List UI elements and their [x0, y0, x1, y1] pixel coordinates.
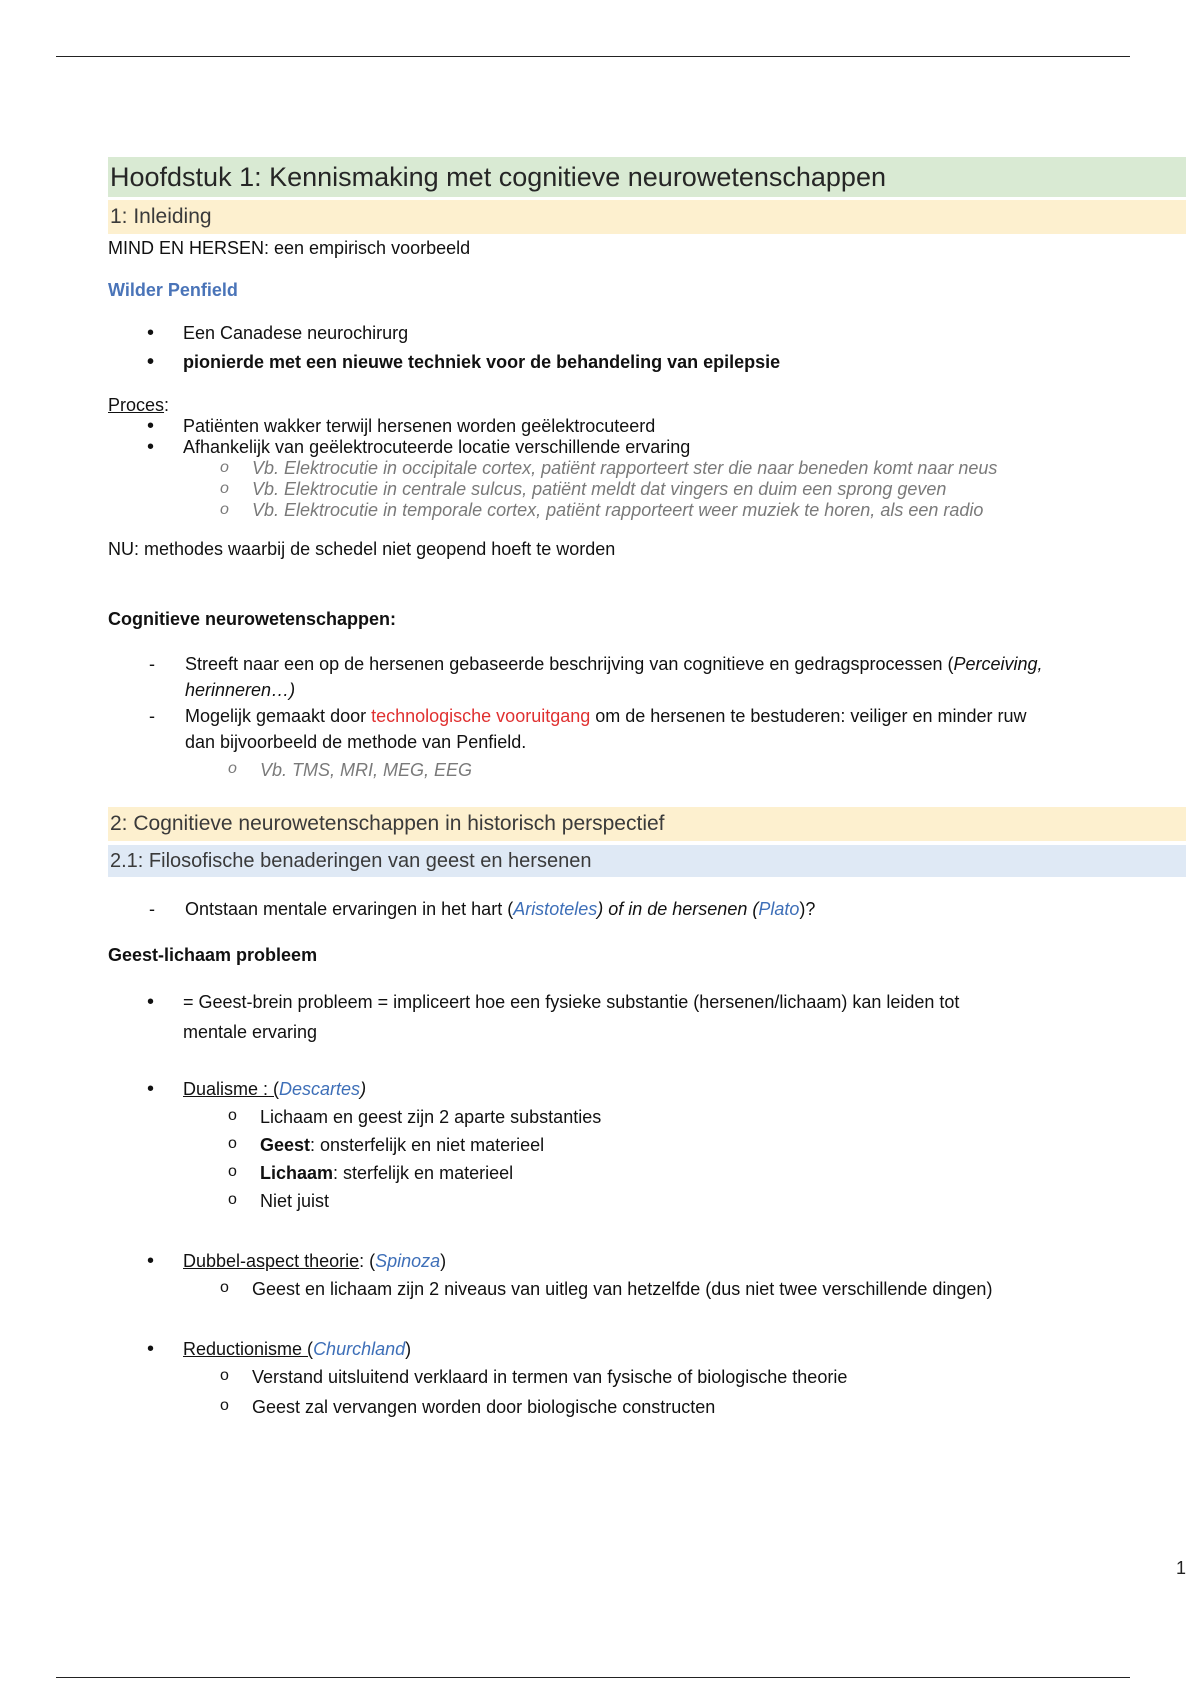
list-item: o Lichaam en geest zijn 2 aparte substanties — [108, 1105, 1186, 1129]
header-rule — [56, 56, 1130, 57]
list-item: • Een Canadese neurochirurg — [108, 321, 1186, 345]
penfield-list — [108, 321, 1186, 374]
list-item: o Niet juist — [108, 1189, 1186, 1213]
dualisme-list — [108, 1077, 1186, 1213]
list-item: o Lichaam: sterfelijk en materieel — [108, 1161, 1186, 1185]
example-item: o Vb. Elektrocutie in centrale sulcus, patiënt meldt dat vingers en duim een sprong geven — [108, 479, 1186, 500]
example-item: o Vb. Elektrocutie in temporale cortex, patiënt rapporteert weer muziek te horen, als een radio — [108, 500, 1186, 521]
proces-label: Proces: — [108, 395, 170, 415]
person-heading: Wilder Penfield — [108, 280, 238, 300]
list-item: • Patiënten wakker terwijl hersenen worden geëlektrocuteerd — [108, 416, 1186, 437]
document-body — [108, 157, 1186, 1419]
section-subtitle: MIND EN HERSEN: een empirisch voorbeeld — [108, 238, 471, 258]
list-item: o Geest zal vervangen worden door biologische constructen — [108, 1395, 1186, 1419]
list-item: o Verstand uitsluitend verklaard in termen van fysische of biologische theorie — [108, 1365, 1186, 1389]
nu-text: NU: methodes waarbij de schedel niet geopend hoeft te worden — [108, 539, 616, 559]
list-item: - Mogelijk gemaakt door technologische vooruitgang om de hersenen te bestuderen: veiliger en minder ruw dan bijvoorbeeld de methode van Penfield. — [108, 703, 1148, 755]
example-item: o Vb. Elektrocutie in occipitale cortex, patiënt rapporteert ster die naar beneden komt naar neus — [108, 458, 1186, 479]
cn-list — [108, 651, 1148, 782]
dualisme-item: • Dualisme : (Descartes) — [108, 1077, 1186, 1101]
list-item: • Afhankelijk van geëlektrocuteerde locatie verschillende ervaring — [108, 437, 1186, 458]
dubbel-item: • Dubbel-aspect theorie: (Spinoza) — [108, 1249, 1186, 1273]
reductionisme-item: • Reductionisme (Churchland) — [108, 1337, 1186, 1361]
list-item: o Geest: onsterfelijk en niet materieel — [108, 1133, 1186, 1157]
section-heading-historisch: 2: Cognitieve neurowetenschappen in historisch perspectief — [108, 807, 1186, 841]
list-item: • = Geest-brein probleem = impliceert hoe een fysieke substantie (hersenen/lichaam) kan leiden tot mentale ervaring — [108, 987, 1088, 1047]
glp-list — [108, 987, 1088, 1047]
reductionisme-list — [108, 1337, 1186, 1419]
glp-heading: Geest-lichaam probleem — [108, 945, 318, 965]
example-item: o Vb. TMS, MRI, MEG, EEG — [108, 758, 1148, 782]
footer-rule — [56, 1677, 1130, 1678]
subsection-heading-filosofisch: 2.1: Filosofische benaderingen van geest en hersenen — [108, 845, 1186, 877]
chapter-title: Hoofdstuk 1: Kennismaking met cognitieve neurowetenschappen — [108, 157, 1186, 197]
dubbel-list — [108, 1249, 1186, 1301]
list-item: • pionierde met een nieuwe techniek voor de behandeling van epilepsie — [108, 350, 1186, 374]
list-item: - Ontstaan mentale ervaringen in het hart (Aristoteles) of in de hersenen (Plato)? — [108, 897, 1186, 921]
list-item: o Geest en lichaam zijn 2 niveaus van uitleg van hetzelfde (dus niet twee verschillende dingen) — [108, 1277, 1186, 1301]
question-list — [108, 897, 1186, 921]
list-item: - Streeft naar een op de hersenen gebaseerde beschrijving van cognitieve en gedragsprocessen (Perceiving, herinneren…) — [108, 651, 1148, 703]
page-number: 1 — [1175, 1558, 1186, 1578]
cn-heading: Cognitieve neurowetenschappen: — [108, 609, 397, 629]
proces-list — [108, 416, 1186, 521]
section-heading-inleiding: 1: Inleiding — [108, 200, 1186, 234]
